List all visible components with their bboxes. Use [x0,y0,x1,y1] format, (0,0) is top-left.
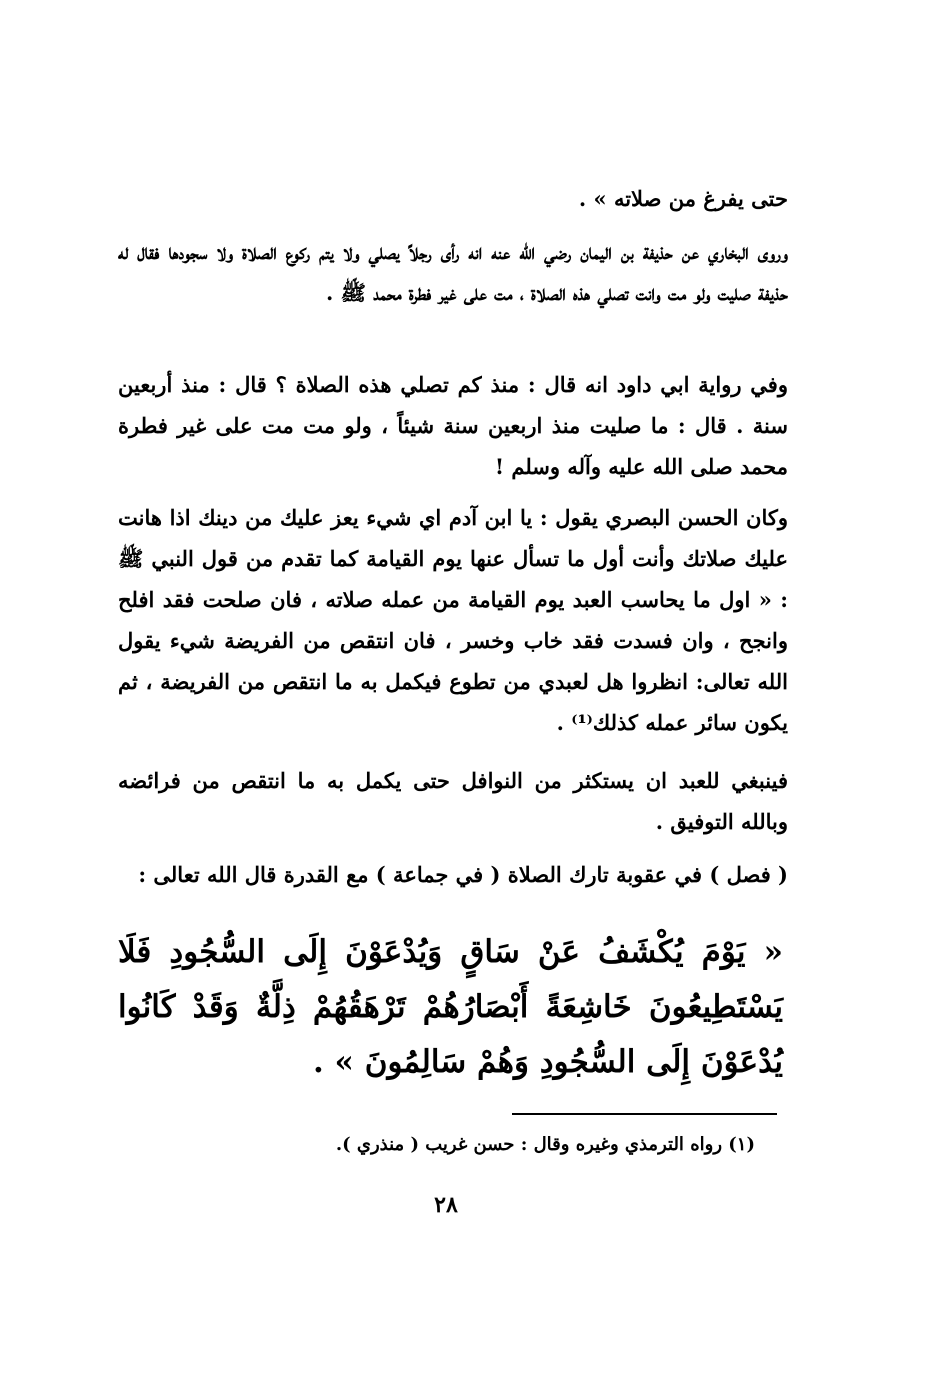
section-heading-text: ( فصل ) في عقوبة تارك الصلاة ( في جماعة ) مع القدرة قال الله تعالى : [138,862,788,887]
paragraph-text: وروى البخاري عن حذيفة بن اليمان رضي الله عنه انه رأى رجلاً يصلي ولا يتم ركوع الصلاة ولا سجودها فقال له حذيفة صليت ولو مت وانت تصلي هذه الصلاة ، مت على غير فطرة محمد ﷺ . [118,239,788,305]
section-heading [118,833,788,916]
paragraph-4 [118,476,788,764]
footnote-divider [512,1113,777,1115]
footnote: (١) رواه الترمذي وغيره وقال : حسن غريب ( منذري ). [335,1134,755,1155]
page-number: ٢٨ [434,1192,458,1218]
paragraph-text: وفي رواية ابي داود انه قال : منذ كم تصلي هذه الصلاة ؟ قال : منذ أربعين سنة . قال : ما صليت منذ اربعين سنة شيئاً ، ولو مت مت على غير فطرة محمد صلى الله عليه وآله وسلم ! [118,372,788,479]
paragraph-text: وكان الحسن البصري يقول : يا ابن آدم اي شيء يعز عليك من دينك اذا هانت عليك صلاتك وأنت أول ما تسأل عنها يوم القيامة كما تقدم من قول النبي ﷺ : « اول ما يحاسب العبد يوم القيامة من عمله صلاته ، فان صلحت فقد افلح وانجح ، وان فسدت فقد خاب وخسر ، فان انتقص من الفريضة شيء يقول الله تعالى: انظروا هل لعبدي من تطوع فيكمل به ما انتقص من الفريضة ، ثم يكون سائر عمله كذلك⁽¹⁾ . [118,505,788,735]
paragraph-text: حتى يفرغ من صلاته » . [578,186,788,211]
paragraph-text: فينبغي للعبد ان يستكثر من النوافل حتى يكمل به ما انتقص من فرائضه وبالله التوفيق . [118,768,788,834]
quran-verse: « يَوْمَ يُكْشَفُ عَنْ سَاقٍ وَيُدْعَوْنَ إِلَى السُّجُودِ فَلَا يَسْتَطِيعُونَ خَاشِعَةً أَبْصَارُهُمْ تَرْهَقُهُمْ ذِلَّةٌ وَقَدْ كَانُوا يُدْعَوْنَ إِلَى السُّجُودِ وَهُمْ سَالِمُونَ » . [118,934,783,1080]
paragraph-2 [118,210,788,334]
